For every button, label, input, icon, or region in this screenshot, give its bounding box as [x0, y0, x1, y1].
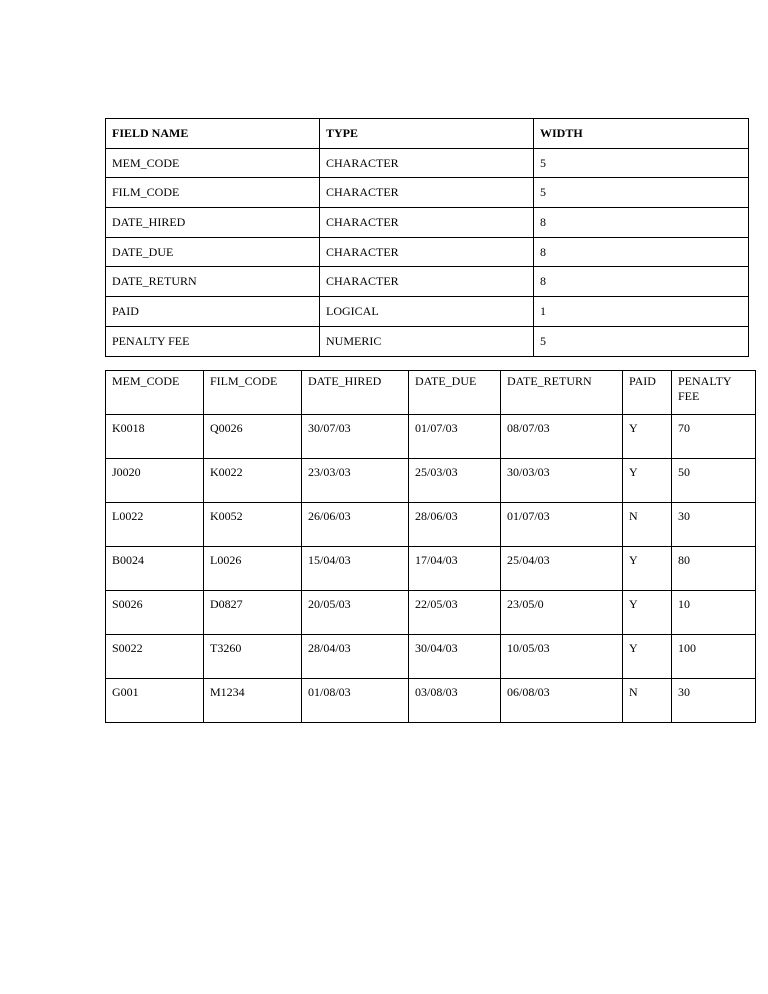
cell-date-due: 28/06/03 [409, 503, 501, 547]
cell-width: 5 [534, 326, 749, 356]
cell-film-code: K0022 [204, 459, 302, 503]
cell-date-due: 01/07/03 [409, 415, 501, 459]
table-row [106, 591, 756, 635]
header-field-name: FIELD NAME [106, 119, 320, 149]
cell-type: CHARACTER [320, 148, 534, 178]
header-date-hired: DATE_HIRED [302, 371, 409, 415]
cell-date-hired: 01/08/03 [302, 679, 409, 723]
cell-date-hired: 15/04/03 [302, 547, 409, 591]
cell-date-hired: 20/05/03 [302, 591, 409, 635]
cell-paid: N [623, 503, 672, 547]
cell-type: LOGICAL [320, 297, 534, 327]
cell-width: 8 [534, 267, 749, 297]
cell-film-code: T3260 [204, 635, 302, 679]
cell-film-code: L0026 [204, 547, 302, 591]
cell-type: CHARACTER [320, 178, 534, 208]
cell-date-return: 06/08/03 [501, 679, 623, 723]
cell-date-due: 30/04/03 [409, 635, 501, 679]
cell-penalty-fee: 100 [672, 635, 756, 679]
cell-mem-code: L0022 [106, 503, 204, 547]
table-row [106, 503, 756, 547]
header-film-code: FILM_CODE [204, 371, 302, 415]
cell-width: 5 [534, 178, 749, 208]
header-date-due: DATE_DUE [409, 371, 501, 415]
cell-film-code: Q0026 [204, 415, 302, 459]
cell-type: CHARACTER [320, 267, 534, 297]
cell-field-name: PAID [106, 297, 320, 327]
cell-field-name: DATE_DUE [106, 237, 320, 267]
table-row [106, 679, 756, 723]
cell-mem-code: K0018 [106, 415, 204, 459]
cell-mem-code: S0026 [106, 591, 204, 635]
cell-width: 8 [534, 208, 749, 238]
cell-field-name: FILM_CODE [106, 178, 320, 208]
cell-date-hired: 30/07/03 [302, 415, 409, 459]
cell-penalty-fee: 70 [672, 415, 756, 459]
field-structure-table [105, 118, 749, 357]
cell-paid: Y [623, 635, 672, 679]
cell-paid: Y [623, 415, 672, 459]
cell-penalty-fee: 80 [672, 547, 756, 591]
cell-date-return: 30/03/03 [501, 459, 623, 503]
rental-records-table [105, 370, 756, 723]
cell-date-due: 25/03/03 [409, 459, 501, 503]
cell-film-code: D0827 [204, 591, 302, 635]
cell-date-hired: 26/06/03 [302, 503, 409, 547]
cell-date-due: 17/04/03 [409, 547, 501, 591]
cell-paid: Y [623, 459, 672, 503]
cell-date-return: 23/05/0 [501, 591, 623, 635]
table-header-row [106, 371, 756, 415]
cell-mem-code: B0024 [106, 547, 204, 591]
cell-type: NUMERIC [320, 326, 534, 356]
table-row [106, 415, 756, 459]
cell-width: 5 [534, 148, 749, 178]
table-row [106, 208, 749, 238]
table-row [106, 459, 756, 503]
table-row [106, 148, 749, 178]
cell-film-code: M1234 [204, 679, 302, 723]
cell-paid: Y [623, 591, 672, 635]
cell-paid: N [623, 679, 672, 723]
cell-date-return: 25/04/03 [501, 547, 623, 591]
cell-date-return: 01/07/03 [501, 503, 623, 547]
cell-paid: Y [623, 547, 672, 591]
cell-film-code: K0052 [204, 503, 302, 547]
cell-date-due: 03/08/03 [409, 679, 501, 723]
header-date-return: DATE_RETURN [501, 371, 623, 415]
table-row [106, 178, 749, 208]
table-row [106, 326, 749, 356]
cell-field-name: PENALTY FEE [106, 326, 320, 356]
cell-width: 8 [534, 237, 749, 267]
cell-date-hired: 23/03/03 [302, 459, 409, 503]
cell-mem-code: J0020 [106, 459, 204, 503]
cell-type: CHARACTER [320, 208, 534, 238]
cell-date-return: 08/07/03 [501, 415, 623, 459]
cell-date-return: 10/05/03 [501, 635, 623, 679]
table-header-row [106, 119, 749, 149]
header-mem-code: MEM_CODE [106, 371, 204, 415]
cell-penalty-fee: 30 [672, 503, 756, 547]
cell-penalty-fee: 30 [672, 679, 756, 723]
header-width: WIDTH [534, 119, 749, 149]
cell-date-hired: 28/04/03 [302, 635, 409, 679]
header-paid: PAID [623, 371, 672, 415]
header-type: TYPE [320, 119, 534, 149]
cell-field-name: MEM_CODE [106, 148, 320, 178]
cell-type: CHARACTER [320, 237, 534, 267]
cell-width: 1 [534, 297, 749, 327]
table-row [106, 547, 756, 591]
cell-date-due: 22/05/03 [409, 591, 501, 635]
table-row [106, 635, 756, 679]
cell-penalty-fee: 10 [672, 591, 756, 635]
cell-penalty-fee: 50 [672, 459, 756, 503]
header-penalty-fee: PENALTY FEE [672, 371, 756, 415]
cell-field-name: DATE_RETURN [106, 267, 320, 297]
table-row [106, 297, 749, 327]
cell-mem-code: S0022 [106, 635, 204, 679]
table-row [106, 267, 749, 297]
cell-field-name: DATE_HIRED [106, 208, 320, 238]
cell-mem-code: G001 [106, 679, 204, 723]
table-row [106, 237, 749, 267]
